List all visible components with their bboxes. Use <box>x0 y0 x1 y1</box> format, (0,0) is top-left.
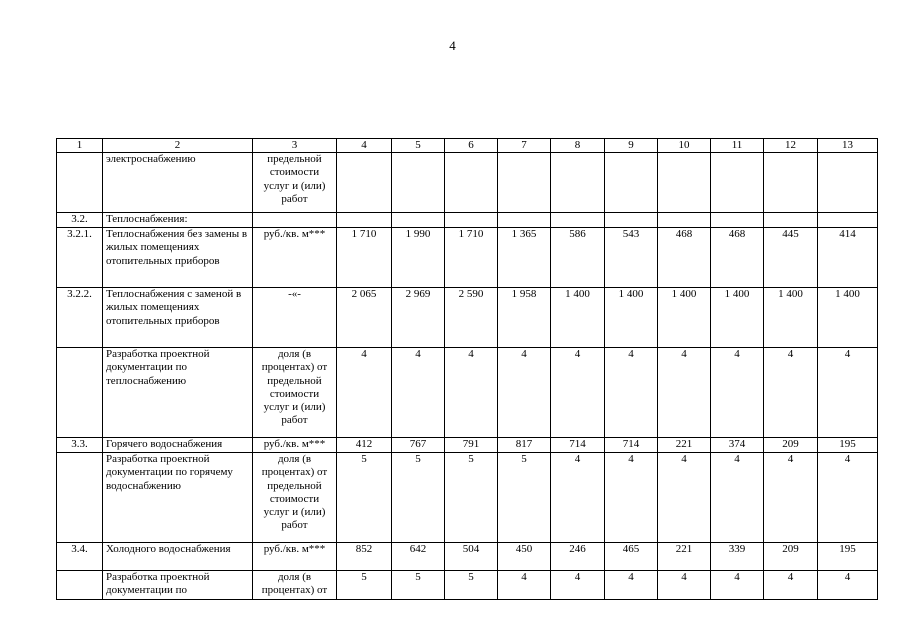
row-unit: руб./кв. м*** <box>253 438 337 453</box>
value-cell: 5 <box>498 453 551 543</box>
value-cell: 1 400 <box>818 288 878 348</box>
column-number-4: 4 <box>337 139 392 153</box>
value-cell: 450 <box>498 543 551 571</box>
column-number-3: 3 <box>253 139 337 153</box>
value-cell: 374 <box>711 438 764 453</box>
value-cell <box>551 153 605 213</box>
value-cell: 468 <box>711 228 764 288</box>
value-cell: 1 710 <box>445 228 498 288</box>
table-header-row <box>57 139 878 153</box>
column-number-13: 13 <box>818 139 878 153</box>
row-code <box>57 453 103 543</box>
value-cell: 4 <box>551 348 605 438</box>
value-cell: 642 <box>392 543 445 571</box>
value-cell: 4 <box>818 453 878 543</box>
table-row <box>57 438 878 453</box>
value-cell <box>605 153 658 213</box>
column-number-10: 10 <box>658 139 711 153</box>
value-cell <box>818 213 878 228</box>
page-number: 4 <box>449 38 456 53</box>
value-cell: 5 <box>445 453 498 543</box>
value-cell: 209 <box>764 438 818 453</box>
value-cell: 543 <box>605 228 658 288</box>
table-row <box>57 453 878 543</box>
value-cell <box>337 153 392 213</box>
value-cell: 714 <box>551 438 605 453</box>
value-cell <box>445 213 498 228</box>
column-number-7: 7 <box>498 139 551 153</box>
value-cell: 4 <box>711 348 764 438</box>
table-row <box>57 288 878 348</box>
value-cell: 5 <box>392 571 445 600</box>
table-row <box>57 543 878 571</box>
value-cell <box>764 213 818 228</box>
value-cell: 4 <box>658 453 711 543</box>
column-number-8: 8 <box>551 139 605 153</box>
value-cell: 221 <box>658 438 711 453</box>
value-cell: 209 <box>764 543 818 571</box>
value-cell: 5 <box>392 453 445 543</box>
value-cell: 412 <box>337 438 392 453</box>
value-cell: 221 <box>658 543 711 571</box>
row-name: Разработка проектной документации по <box>103 571 253 600</box>
column-number-11: 11 <box>711 139 764 153</box>
value-cell <box>605 213 658 228</box>
row-code <box>57 348 103 438</box>
value-cell: 4 <box>711 453 764 543</box>
row-unit: руб./кв. м*** <box>253 228 337 288</box>
value-cell: 817 <box>498 438 551 453</box>
row-name: Теплоснабжения с заменой в жилых помещениях отопительных приборов <box>103 288 253 348</box>
row-unit: -«- <box>253 288 337 348</box>
value-cell: 339 <box>711 543 764 571</box>
value-cell: 195 <box>818 438 878 453</box>
row-unit: предельной стоимости услуг и (или) работ <box>253 153 337 213</box>
value-cell: 504 <box>445 543 498 571</box>
row-code: 3.2.2. <box>57 288 103 348</box>
value-cell <box>392 213 445 228</box>
value-cell: 5 <box>337 571 392 600</box>
value-cell <box>445 153 498 213</box>
value-cell: 1 400 <box>551 288 605 348</box>
value-cell: 1 958 <box>498 288 551 348</box>
row-unit: руб./кв. м*** <box>253 543 337 571</box>
value-cell: 414 <box>818 228 878 288</box>
value-cell: 1 710 <box>337 228 392 288</box>
value-cell: 1 400 <box>711 288 764 348</box>
value-cell: 246 <box>551 543 605 571</box>
value-cell: 4 <box>764 453 818 543</box>
row-name: Холодного водоснабжения <box>103 543 253 571</box>
value-cell: 1 400 <box>605 288 658 348</box>
tariff-table <box>56 138 878 600</box>
value-cell: 586 <box>551 228 605 288</box>
column-number-5: 5 <box>392 139 445 153</box>
table-row <box>57 153 878 213</box>
row-code: 3.3. <box>57 438 103 453</box>
value-cell <box>337 213 392 228</box>
row-name: Разработка проектной документации по теплоснабжению <box>103 348 253 438</box>
value-cell: 714 <box>605 438 658 453</box>
value-cell: 4 <box>764 348 818 438</box>
column-number-1: 1 <box>57 139 103 153</box>
value-cell: 4 <box>658 348 711 438</box>
row-name: электроснабжению <box>103 153 253 213</box>
value-cell: 195 <box>818 543 878 571</box>
row-name: Горячего водоснабжения <box>103 438 253 453</box>
value-cell: 4 <box>392 348 445 438</box>
value-cell: 468 <box>658 228 711 288</box>
value-cell: 1 990 <box>392 228 445 288</box>
value-cell <box>392 153 445 213</box>
value-cell: 4 <box>605 348 658 438</box>
row-unit: доля (в процентах) от предельной стоимости услуг и (или) работ <box>253 453 337 543</box>
value-cell <box>818 153 878 213</box>
value-cell <box>711 213 764 228</box>
value-cell <box>658 213 711 228</box>
row-name: Теплоснабжения: <box>103 213 253 228</box>
row-unit: доля (в процентах) от предельной стоимости услуг и (или) работ <box>253 348 337 438</box>
value-cell: 2 065 <box>337 288 392 348</box>
value-cell: 4 <box>551 453 605 543</box>
row-code: 3.2.1. <box>57 228 103 288</box>
column-number-9: 9 <box>605 139 658 153</box>
value-cell: 1 365 <box>498 228 551 288</box>
value-cell: 4 <box>658 571 711 600</box>
value-cell <box>498 153 551 213</box>
value-cell <box>498 213 551 228</box>
value-cell: 767 <box>392 438 445 453</box>
value-cell: 791 <box>445 438 498 453</box>
value-cell: 5 <box>337 453 392 543</box>
value-cell: 4 <box>498 571 551 600</box>
column-number-2: 2 <box>103 139 253 153</box>
column-number-6: 6 <box>445 139 498 153</box>
value-cell: 1 400 <box>658 288 711 348</box>
value-cell: 4 <box>764 571 818 600</box>
value-cell: 465 <box>605 543 658 571</box>
row-name: Разработка проектной документации по горячему водоснабжению <box>103 453 253 543</box>
value-cell: 1 400 <box>764 288 818 348</box>
value-cell: 2 969 <box>392 288 445 348</box>
value-cell <box>764 153 818 213</box>
value-cell: 4 <box>605 571 658 600</box>
value-cell <box>658 153 711 213</box>
row-code: 3.4. <box>57 543 103 571</box>
value-cell: 5 <box>445 571 498 600</box>
column-number-12: 12 <box>764 139 818 153</box>
value-cell: 4 <box>498 348 551 438</box>
value-cell: 4 <box>818 571 878 600</box>
value-cell <box>711 153 764 213</box>
value-cell: 4 <box>605 453 658 543</box>
value-cell: 852 <box>337 543 392 571</box>
row-unit <box>253 213 337 228</box>
value-cell: 4 <box>551 571 605 600</box>
value-cell: 4 <box>337 348 392 438</box>
table-row <box>57 213 878 228</box>
table-row <box>57 228 878 288</box>
row-code <box>57 571 103 600</box>
row-code <box>57 153 103 213</box>
value-cell: 4 <box>445 348 498 438</box>
row-name: Теплоснабжения без замены в жилых помещениях отопительных приборов <box>103 228 253 288</box>
table-row <box>57 571 878 600</box>
table-row <box>57 348 878 438</box>
row-code: 3.2. <box>57 213 103 228</box>
value-cell: 4 <box>711 571 764 600</box>
row-unit: доля (в процентах) от <box>253 571 337 600</box>
value-cell <box>551 213 605 228</box>
value-cell: 2 590 <box>445 288 498 348</box>
value-cell: 4 <box>818 348 878 438</box>
value-cell: 445 <box>764 228 818 288</box>
